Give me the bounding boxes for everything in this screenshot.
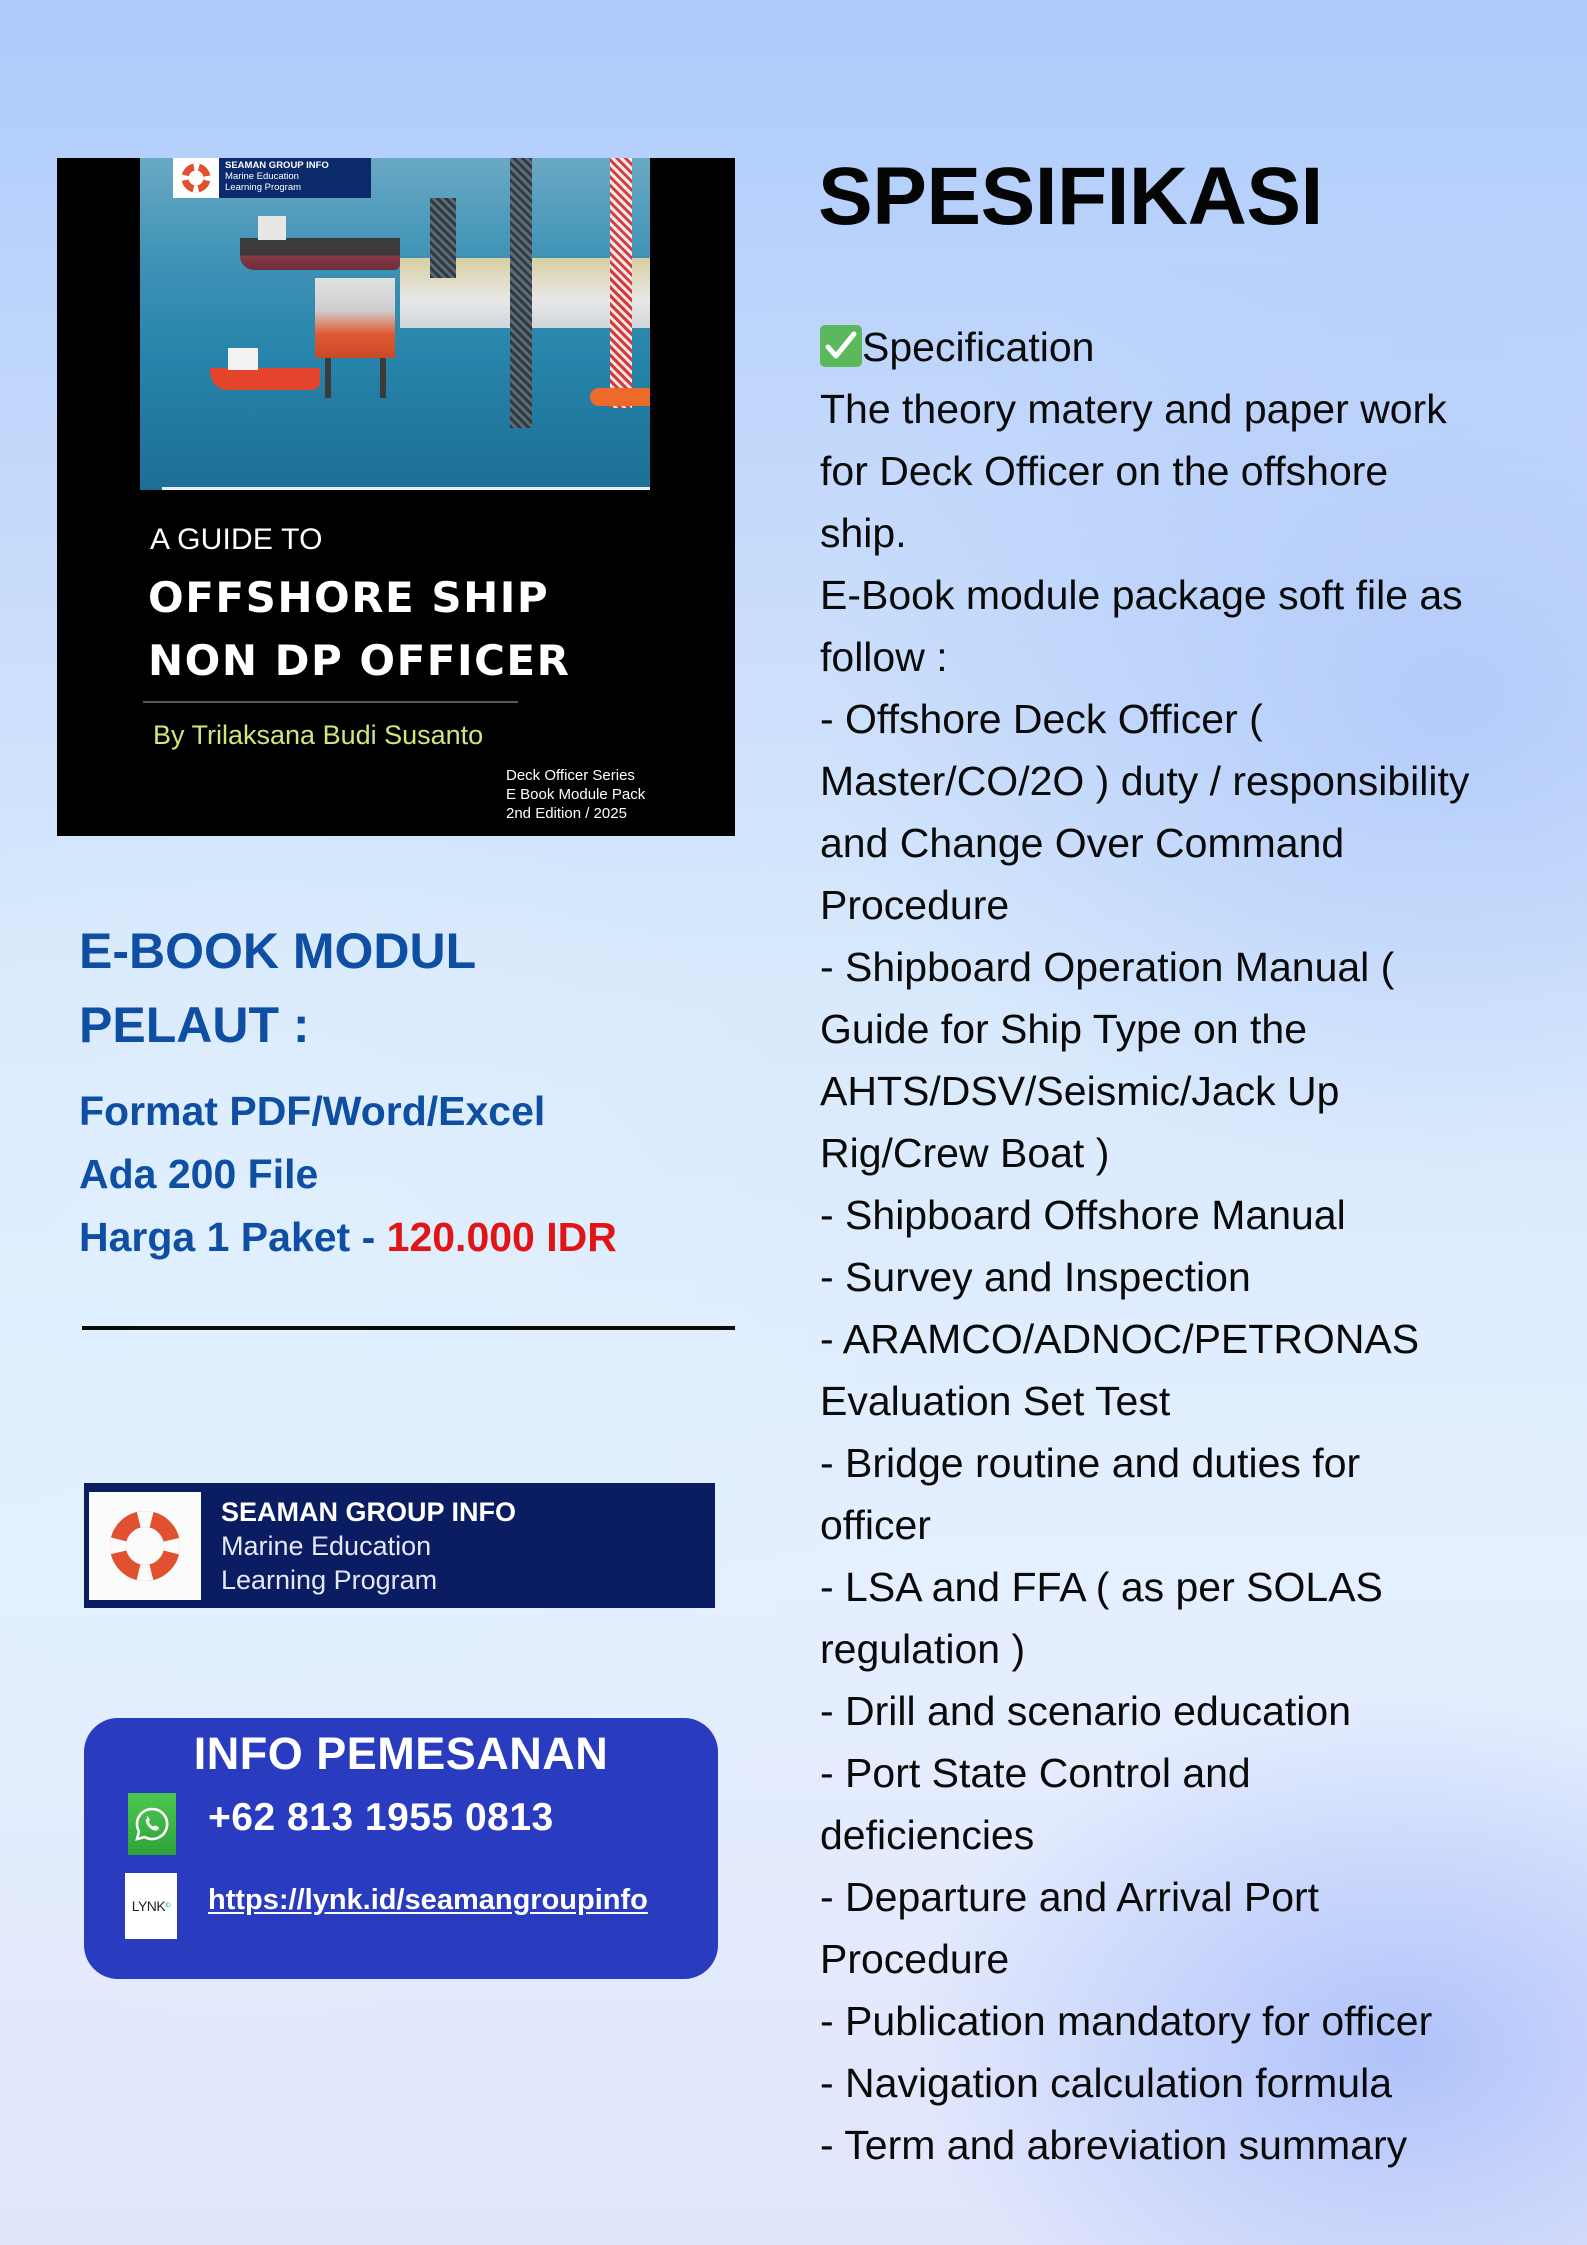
order-info-box	[84, 1718, 718, 1979]
spec-list-item: deficiencies	[820, 1812, 1035, 1858]
spec-list-item: regulation )	[820, 1626, 1026, 1672]
phone-number[interactable]: +62 813 1955 0813	[208, 1796, 554, 1839]
lynk-logo-text: LYNK	[131, 1898, 166, 1914]
spec-list-item: - Survey and Inspection	[820, 1254, 1251, 1300]
whatsapp-icon[interactable]	[128, 1793, 176, 1855]
spec-list-item: - Shipboard Operation Manual (	[820, 944, 1395, 990]
offshore-rig-photo	[140, 158, 650, 490]
rig-crane	[610, 158, 632, 408]
brand-line1: Marine Education	[221, 1530, 432, 1561]
ebook-heading	[79, 914, 739, 1062]
cover-series-line1: Deck Officer Series	[506, 767, 635, 784]
spec-list-item: - Departure and Arrival Port	[820, 1874, 1320, 1920]
cover-title-line2: NON DP OFFICER	[148, 636, 571, 685]
ebook-heading-line1: E-BOOK MODUL	[79, 923, 477, 979]
platform-leg	[325, 358, 331, 398]
file-count-text: Ada 200 File	[79, 1151, 319, 1197]
cover-divider	[143, 701, 518, 703]
price-line	[79, 1206, 739, 1269]
spec-list-item: - Navigation calculation formula	[820, 2060, 1392, 2106]
rig-derrick	[430, 198, 456, 278]
spec-list-item: AHTS/DSV/Seismic/Jack Up	[820, 1068, 1340, 1114]
cover-author: By Trilaksana Budi Susanto	[153, 720, 484, 750]
price-value: 120.000 IDR	[386, 1214, 617, 1260]
platform-graphic	[315, 278, 395, 358]
ebook-heading-line2: PELAUT :	[79, 997, 310, 1053]
spec-list-item: - Bridge routine and duties for	[820, 1440, 1361, 1486]
spec-list-item: - Offshore Deck Officer (	[820, 696, 1263, 742]
supply-boat-graphic	[210, 368, 320, 390]
spec-list-item: - ARAMCO/ADNOC/PETRONAS	[820, 1316, 1420, 1362]
rig-tower	[510, 158, 532, 428]
cover-guide-label: A GUIDE TO	[150, 523, 323, 556]
spec-line: E-Book module package soft file as	[820, 572, 1463, 618]
brand-name: SEAMAN GROUP INFO	[221, 1496, 517, 1527]
spec-line: ship.	[820, 510, 907, 556]
spec-list-item: - Publication mandatory for officer	[820, 1998, 1433, 2044]
spec-line: for Deck Officer on the offshore	[820, 448, 1389, 494]
tanker-ship-graphic	[240, 238, 400, 270]
lynk-id-logo[interactable]	[125, 1873, 177, 1939]
spec-list-item: and Change Over Command	[820, 820, 1345, 866]
lifebuoy-icon	[173, 158, 219, 198]
spec-line: follow :	[820, 634, 948, 680]
spec-list-item: Rig/Crew Boat )	[820, 1130, 1110, 1176]
price-label: Harga 1 Paket -	[79, 1214, 387, 1260]
spec-list-item: - Drill and scenario education	[820, 1688, 1351, 1734]
spec-list-item: - Term and abreviation summary	[820, 2122, 1408, 2168]
spec-body	[820, 316, 1580, 2176]
section-divider	[82, 1326, 735, 1330]
cover-brand-badge	[173, 158, 371, 198]
spec-title: SPESIFIKASI	[818, 151, 1323, 242]
check-mark-icon	[820, 325, 862, 367]
spec-list-item: Procedure	[820, 1936, 1010, 1982]
lifebuoy-icon	[89, 1492, 201, 1600]
cover-series-line3: 2nd Edition / 2025	[506, 805, 627, 822]
spec-list-item: - LSA and FFA ( as per SOLAS	[820, 1564, 1383, 1610]
spec-line: The theory matery and paper work	[820, 386, 1447, 432]
spec-heading-line	[820, 316, 1580, 378]
spec-list-item: Evaluation Set Test	[820, 1378, 1171, 1424]
cover-title-line1: OFFSHORE SHIP	[148, 573, 550, 622]
cover-badge-name: SEAMAN GROUP INFO	[225, 160, 329, 171]
cover-title	[148, 566, 570, 692]
spec-list-item: Procedure	[820, 882, 1010, 928]
cover-series-line2: E Book Module Pack	[506, 786, 646, 803]
spec-list-item: Master/CO/2O ) duty / responsibility	[820, 758, 1470, 804]
brand-line2: Learning Program	[221, 1564, 438, 1595]
lynk-logo-suffix: ID	[165, 1903, 171, 1909]
spec-list-item: officer	[820, 1502, 931, 1548]
format-text: Format PDF/Word/Excel	[79, 1088, 546, 1134]
photo-bottom-rule	[162, 487, 650, 490]
spec-heading: Specification	[862, 324, 1095, 370]
spec-list-item: Guide for Ship Type on the	[820, 1006, 1308, 1052]
platform-leg	[380, 358, 386, 398]
cover-badge-line1: Marine Education	[225, 171, 299, 182]
spec-list-item: - Port State Control and	[820, 1750, 1251, 1796]
cover-series-info	[506, 766, 645, 823]
ebook-details	[79, 1080, 739, 1269]
cover-badge-line2: Learning Program	[225, 182, 302, 193]
book-cover	[57, 158, 735, 836]
lifeboat-graphic	[590, 388, 650, 406]
brand-banner	[84, 1483, 715, 1608]
order-info-title: INFO PEMESANAN	[193, 1728, 609, 1779]
spec-list-item: - Shipboard Offshore Manual	[820, 1192, 1346, 1238]
lynk-link[interactable]: https://lynk.id/seamangroupinfo	[208, 1884, 648, 1916]
